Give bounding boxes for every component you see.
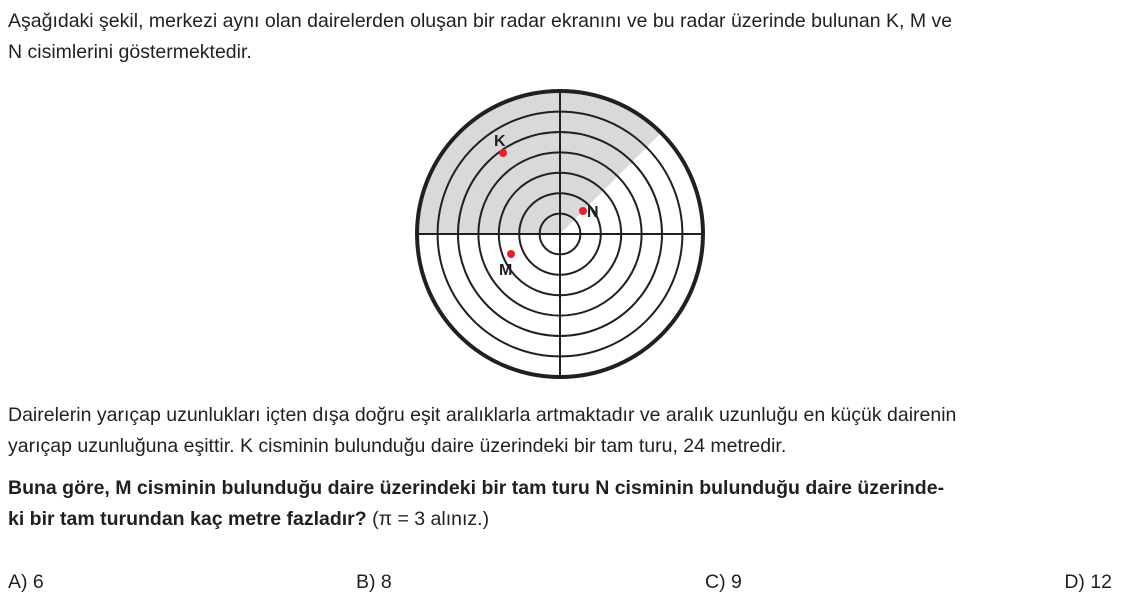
info-line-2: yarıçap uzunluğuna eşittir. K cisminin bulunduğu daire üzerindeki bir tam turu, 24 metredir. [8,435,787,457]
option-d[interactable]: D) 12 [1064,571,1112,593]
question-note: (π = 3 alınız.) [372,508,490,530]
radar-figure [408,84,714,384]
point-k [499,149,507,157]
point-m [507,250,515,258]
info-text [8,400,1114,462]
intro-text [8,6,1114,68]
option-b[interactable]: B) 8 [356,571,392,593]
question-line-2: ki bir tam turundan kaç metre fazladır? [8,508,367,530]
label-m: M [499,262,513,279]
label-n: N [587,204,599,221]
question-line-1: Buna göre, M cisminin bulunduğu daire üzerindeki bir tam turu N cisminin bulunduğu daire üzerinde- [8,477,945,499]
intro-line-2: N cisimlerini göstermektedir. [8,41,252,63]
intro-line-1: Aşağıdaki şekil, merkezi aynı olan dairelerden oluşan bir radar ekranını ve bu radar üzerinde bulunan K, M ve [8,10,953,32]
label-k: K [494,133,506,150]
option-a[interactable]: A) 6 [8,571,44,593]
point-n [579,207,587,215]
question-text [8,473,1114,535]
option-c[interactable]: C) 9 [705,571,742,593]
info-line-1: Dairelerin yarıçap uzunlukları içten dışa doğru eşit aralıklarla artmaktadır ve aralık uzunluğu en küçük dairenin [8,404,957,426]
